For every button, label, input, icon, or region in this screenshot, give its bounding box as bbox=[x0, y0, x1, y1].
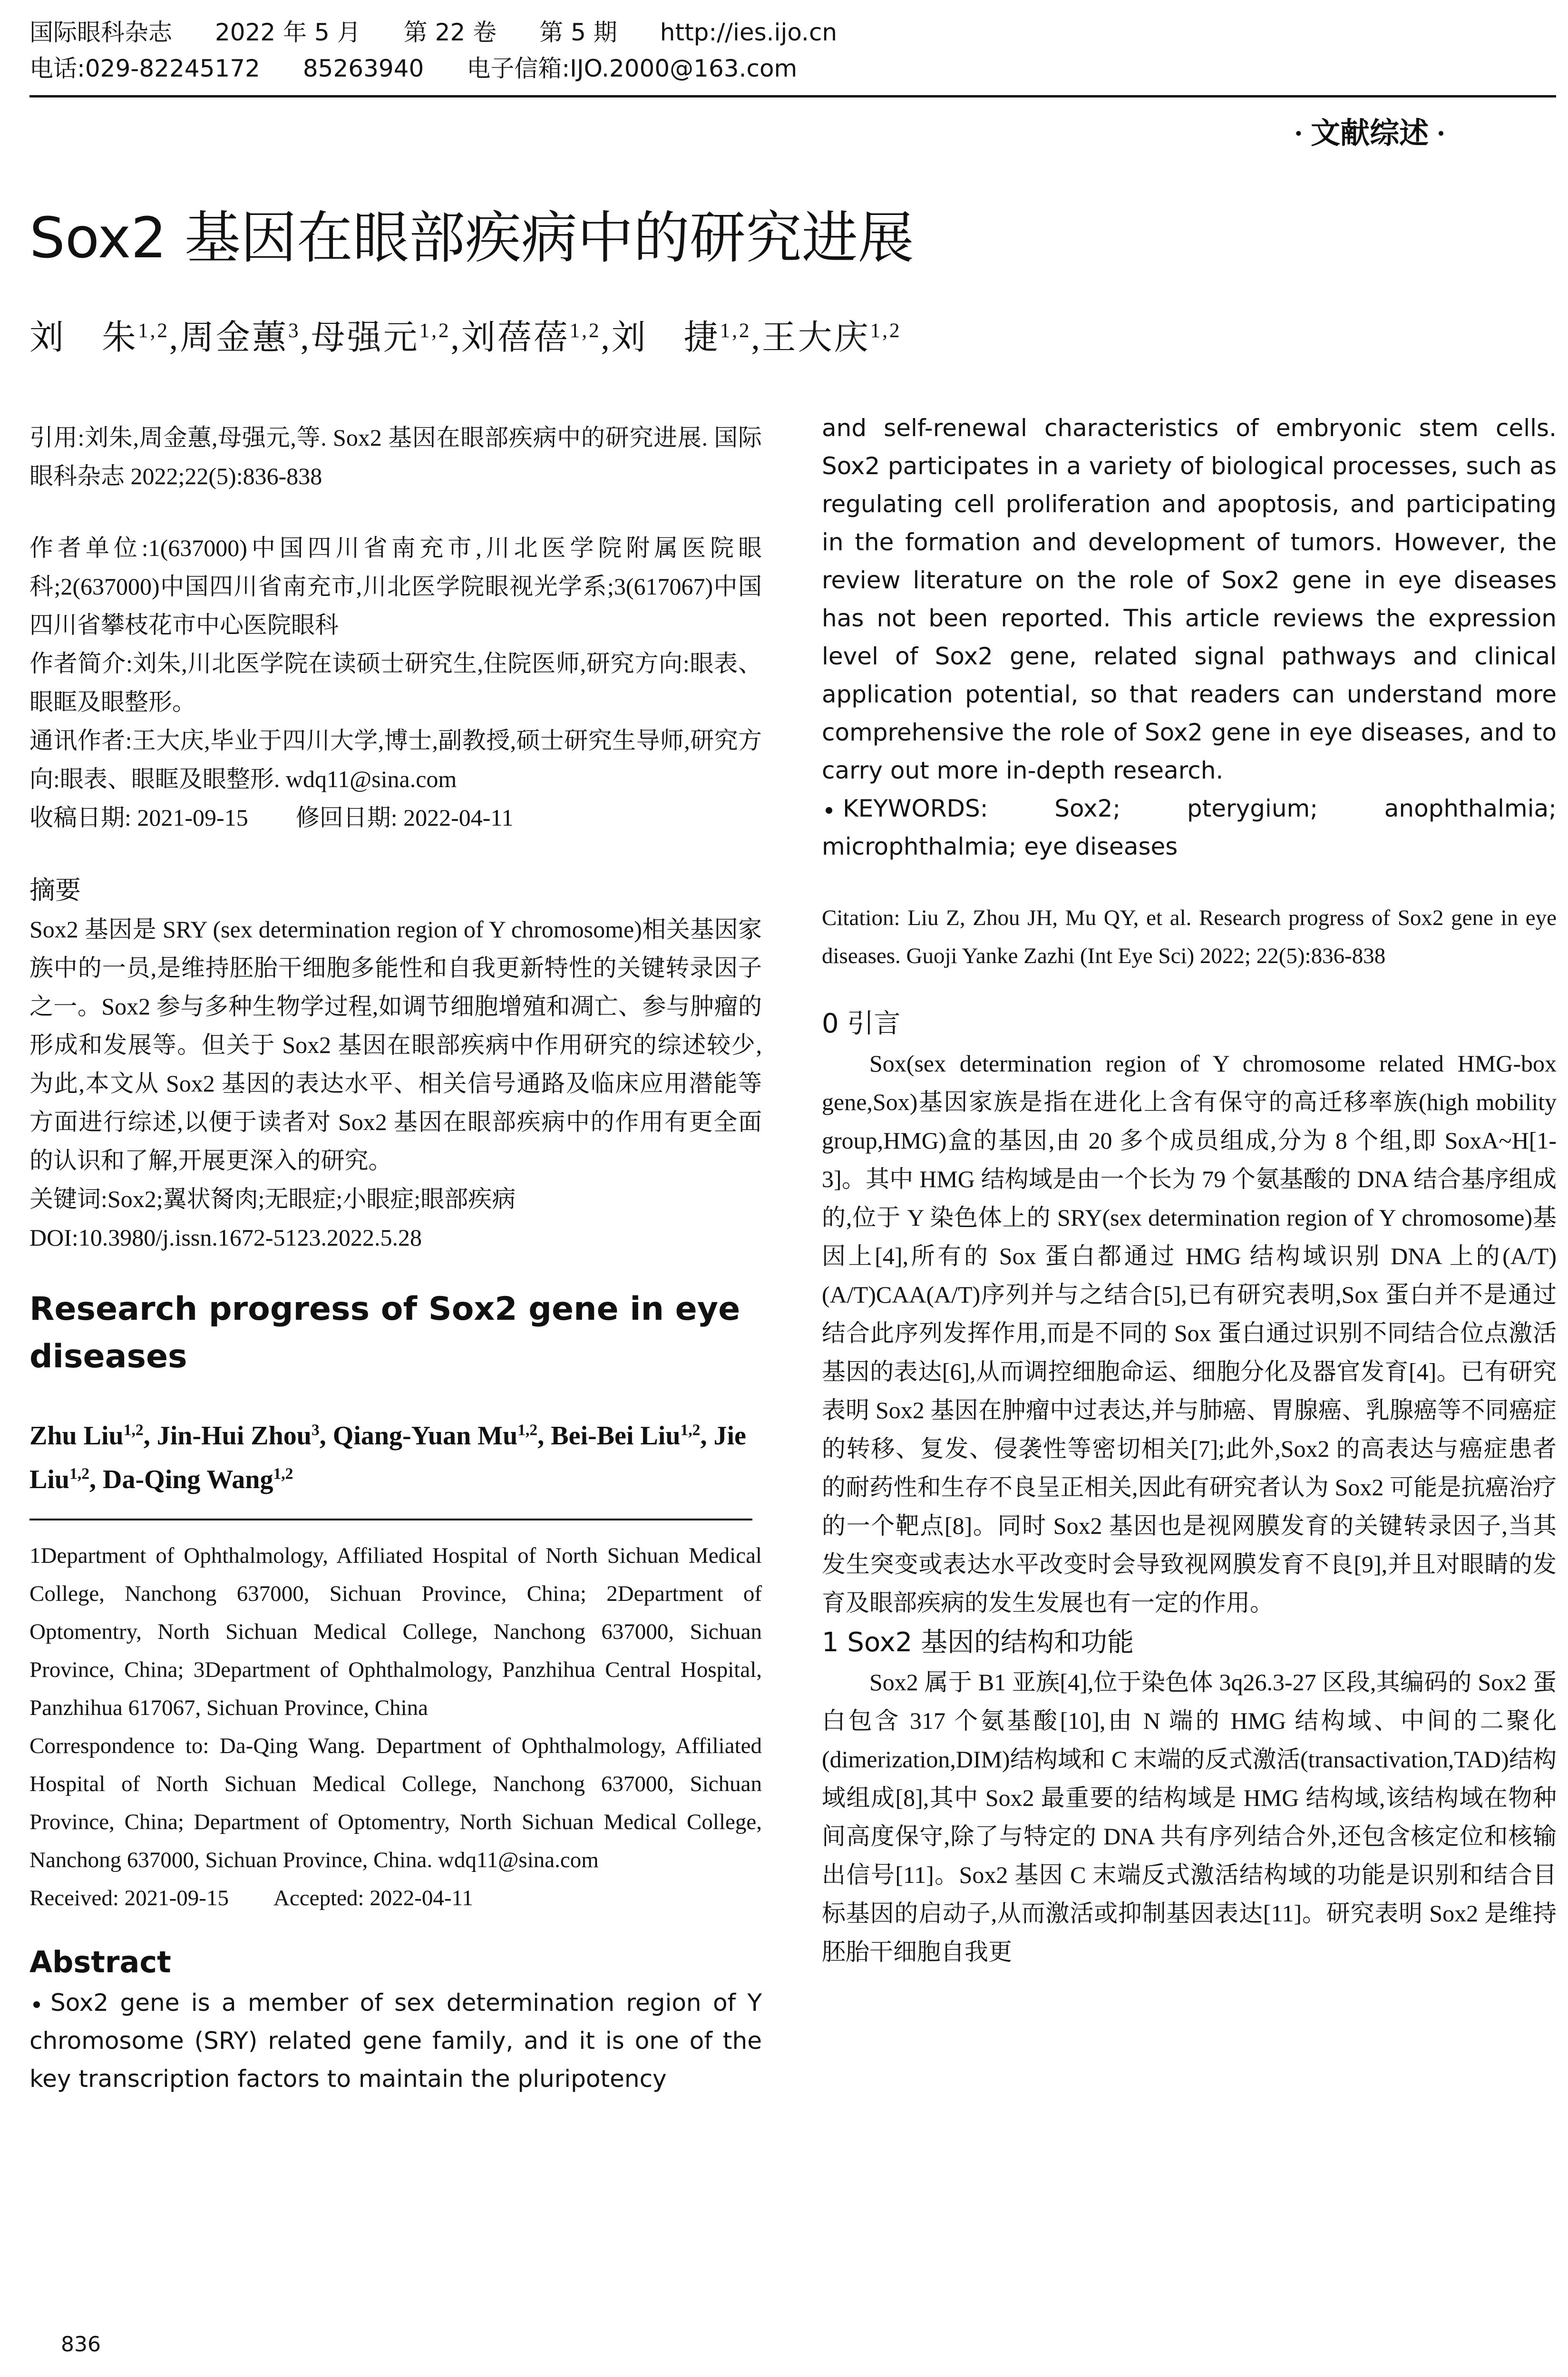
citation-en: Citation: Liu Z, Zhou JH, Mu QY, et al. Research progress of Sox2 gene in eye diseases. Guoji Yanke Zazhi (Int Eye Sci) 2022; 22(5):836-838 bbox=[822, 906, 1557, 968]
email: 电子信箱:IJO.2000@163.com bbox=[467, 55, 798, 82]
volume: 第 22 卷 bbox=[403, 19, 497, 46]
doi[interactable]: DOI:10.3980/j.issn.1672-5123.2022.5.28 bbox=[29, 1224, 422, 1251]
author-intro: 作者简介:刘朱,川北医学院在读硕士研究生,住院医师,研究方向:眼表、眼眶及眼整形。 bbox=[29, 650, 762, 715]
header-rule bbox=[29, 95, 1556, 97]
dates-cn: 收稿日期: 2021-09-15 修回日期: 2022-04-11 bbox=[29, 804, 514, 831]
left-column bbox=[29, 419, 762, 2098]
abstract-en-part2: and self-renewal characteristics of embryonic stem cells. Sox2 participates in a variety of biological processes, such as regulating cell proliferation and apoptosis, and participating in the formation and development of tumors. However, the review literature on the role of Sox2 gene in eye diseases has not been reported. This article reviews the expression level of Sox2 gene, related signal pathways and clinical application potential, so that readers can understand more comprehensive the role of Sox2 gene in eye diseases, and to carry out more in-depth research. bbox=[822, 414, 1557, 784]
citation-cn: 引用:刘朱,周金蕙,母强元,等. Sox2 基因在眼部疾病中的研究进展. 国际眼科杂志 2022;22(5):836-838 bbox=[29, 424, 762, 489]
phone: 电话:029-82245172 bbox=[29, 55, 260, 82]
journal-header-line2 bbox=[29, 50, 840, 87]
page-number: 836 bbox=[61, 2332, 101, 2357]
phone2: 85263940 bbox=[302, 55, 424, 82]
journal-url[interactable]: http://ies.ijo.cn bbox=[660, 19, 838, 46]
bullet-icon bbox=[826, 807, 832, 814]
english-affiliation: 1Department of Ophthalmology, Affiliated Hospital of North Sichuan Medical College, Nanchong 637000, Sichuan Province, China; 2Department of Optomentry, North Sichuan Medical College, Nanchong 637000, Sichuan Province, China; 3Department of Ophthalmology, Panzhihua Central Hospital, Panzhihua 617067, Sichuan Province, China bbox=[29, 1543, 762, 1720]
keywords-en: KEYWORDS: Sox2; pterygium; anophthalmia; microphthalmia; eye diseases bbox=[822, 795, 1557, 860]
correspondence-cn: 通讯作者:王大庆,毕业于四川大学,博士,副教授,硕士研究生导师,研究方向:眼表、眼眶及眼整形. wdq11@sina.com bbox=[29, 727, 762, 792]
english-title: Research progress of Sox2 gene in eye diseases bbox=[29, 1290, 740, 1375]
authors-rule bbox=[29, 1501, 752, 1520]
issue: 第 5 期 bbox=[539, 19, 617, 46]
english-authors: Zhu Liu$^{1,2}$, Jin-Hui Zhou$^3$, Qiang-Yuan Mu$^{1,2}$, Bei-Bei Liu$^{1,2}$, Jie Liu$^{1,2}$, Da-Qing Wang$^{1,2}$ bbox=[29, 1421, 746, 1494]
section-1-heading: 1 Sox2 基因的结构和功能 bbox=[822, 1627, 1134, 1658]
abstract-heading: 摘要 bbox=[29, 875, 81, 905]
abstract-en-heading: Abstract bbox=[29, 1945, 171, 1979]
authors-cn: 刘 朱$^{1,2}$,周金蕙$^3$,母强元$^{1,2}$,刘蓓蓓$^{1,2}$,刘 捷$^{1,2}$,王大庆$^{1,2}$ bbox=[29, 319, 902, 357]
abstract-cn: Sox2 基因是 SRY (sex determination region of Y chromosome)相关基因家族中的一员,是维持胚胎干细胞多能性和自我更新特性的关键转录因子之一。Sox2 参与多种生物学过程,如调节细胞增殖和凋亡、参与肿瘤的形成和发展等。但关于 Sox2 基因在眼部疾病中作用研究的综述较少,为此,本文从 Sox2 基因的表达水平、相关信号通路及临床应用潜能等方面进行综述,以便于读者对 Sox2 基因在眼部疾病中的作用有更全面的认识和了解,开展更深入的研究。 bbox=[29, 916, 762, 1174]
right-column bbox=[822, 409, 1557, 1971]
journal-header-line1 bbox=[29, 14, 880, 50]
affiliation-cn: 作者单位:1(637000)中国四川省南充市,川北医学院附属医院眼科;2(637000)中国四川省南充市,川北医学院眼视光学系;3(617067)中国四川省攀枝花市中心医院眼科 bbox=[29, 535, 762, 638]
journal-name: 国际眼科杂志 bbox=[29, 19, 172, 46]
section-1-body: Sox2 属于 B1 亚族[4],位于染色体 3q26.3-27 区段,其编码的 Sox2 蛋白包含 317 个氨基酸[10],由 N 端的 HMG 结构域、中间的二聚化(dimerization,DIM)结构域和 C 末端的反式激活(transactivation,TAD)结构域组成[8],其中 Sox2 最重要的结构域是 HMG 结构域,该结构域在物种间高度保守,除了与特定的 DNA 共有序列结合外,还包含核定位和核输出信号[11]。Sox2 基因 C 末端反式激活结构域的功能是识别和结合目标基因的启动子,从而激活或抑制基因表达[11]。研究表明 Sox2 是维持胚胎干细胞自我更 bbox=[822, 1669, 1557, 1965]
section-tag: · 文献综述 · bbox=[1294, 117, 1446, 150]
issue-date: 2022 年 5 月 bbox=[215, 19, 361, 46]
article-title: Sox2 基因在眼部疾病中的研究进展 bbox=[29, 205, 914, 271]
english-dates: Received: 2021-09-15 Accepted: 2022-04-11 bbox=[29, 1886, 473, 1910]
keywords-cn: 关键词:Sox2;翼状胬肉;无眼症;小眼症;眼部疾病 bbox=[29, 1186, 516, 1212]
bullet-icon bbox=[33, 2001, 40, 2008]
english-correspondence: Correspondence to: Da-Qing Wang. Department of Ophthalmology, Affiliated Hospital of North Sichuan Medical College, Nanchong 637000, Sichuan Province, China; Department of Optomentry, North Sichuan Medical College, Nanchong 637000, Sichuan Province, China. wdq11@sina.com bbox=[29, 1734, 762, 1872]
section-0-body: Sox(sex determination region of Y chromosome related HMG-box gene,Sox)基因家族是指在进化上含有保守的高迁移率族(high mobility group,HMG)盒的基因,由 20 多个成员组成,分为 8 个组,即 SoxA~H[1-3]。其中 HMG 结构域是由一个长为 79 个氨基酸的 DNA 结合基序组成的,位于 Y 染色体上的 SRY(sex determination region of Y chromosome)基因上[4],所有的 Sox 蛋白都通过 HMG 结构域识别 DNA 上的(A/T)(A/T)CAA(A/T)序列并与之结合[5],已有研究表明,Sox 蛋白并不是通过结合此序列发挥作用,而是不同的 Sox 蛋白通过识别不同结合位点激活基因的表达[6],从而调控细胞命运、细胞分化及器官发育[4]。已有研究表明 Sox2 基因在肿瘤中过表达,并与肺癌、胃腺癌、乳腺癌等不同癌症的转移、复发、侵袭性等密切相关[7];此外,Sox2 的高表达与癌症患者的耐药性和生存不良呈正相关,因此有研究者认为 Sox2 可能是抗癌治疗的一个靶点[8]。同时 Sox2 基因也是视网膜发育的关键转录因子,当其发生突变或表达水平改变时会导致视网膜发育不良[9],并且对眼睛的发育及眼部疾病的发生发展也有一定的作用。 bbox=[822, 1050, 1557, 1616]
section-0-heading: 0 引言 bbox=[822, 1008, 901, 1039]
abstract-en-part1: Sox2 gene is a member of sex determination region of Y chromosome (SRY) related gene family, and it is one of the key transcription factors to maintain the pluripotency bbox=[29, 1989, 762, 2093]
